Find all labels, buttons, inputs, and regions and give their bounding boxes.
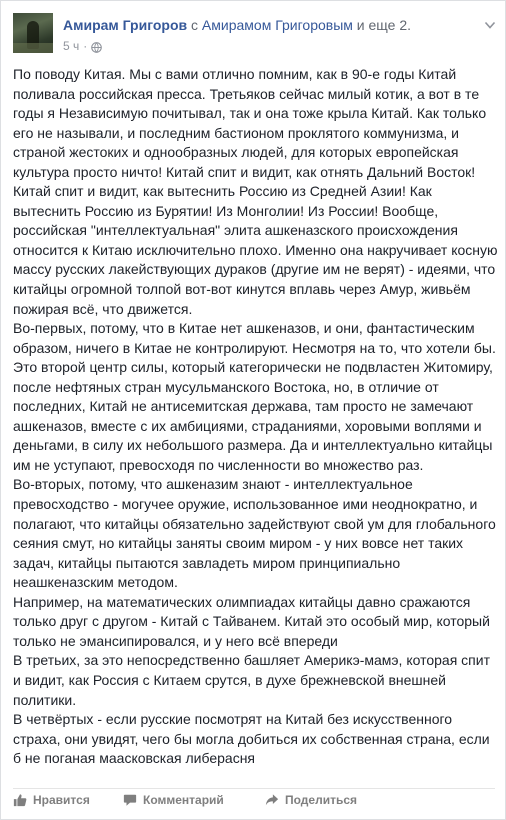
post-paragraph: Во-вторых, потому, что ашкеназим знают - интеллектуальное превосходство - могучее оружие, использованное ими неоднократно, и полагают, что китайцы обязательно задействуют свой ум для глобального сеяния смут, но китайцы заняты своим миром - у них вовсе нет таких задач, китайцы пытаются завладеть миром принципиально неашкеназским методом. bbox=[13, 476, 496, 591]
with-text: с bbox=[191, 17, 199, 33]
globe-icon[interactable] bbox=[91, 41, 102, 52]
post-timestamp[interactable]: 5 ч bbox=[63, 39, 80, 53]
post-paragraph: Например, на математических олимпиадах китайцы давно сражаются только друг с другом - Китай с Тайванем. Китай это особый мир, который только не эмансипировался, и у него всё впереди bbox=[13, 593, 490, 649]
tagged-person-link[interactable]: Амирамом Григоровым bbox=[201, 17, 353, 33]
like-button[interactable] bbox=[13, 793, 90, 807]
chevron-down-icon[interactable] bbox=[483, 18, 497, 32]
comment-button[interactable] bbox=[123, 793, 224, 807]
author-avatar[interactable] bbox=[13, 13, 53, 53]
author-name-link[interactable]: Амирам Григоров bbox=[63, 17, 188, 33]
post-meta bbox=[63, 38, 102, 54]
share-label: Поделиться bbox=[285, 793, 358, 807]
post-actions-bar bbox=[13, 788, 495, 813]
others-link[interactable]: и еще 2. bbox=[356, 17, 411, 33]
post-title-line bbox=[63, 16, 411, 34]
post-paragraph: В третьих, за это непосредственно башляет Америкэ-мамэ, которая спит и видит, как Россия с Китаем срутся, в духе брежневской внешней политики. bbox=[13, 652, 490, 708]
thumbs-up-icon bbox=[13, 793, 27, 807]
post-header bbox=[1, 1, 506, 63]
post-body bbox=[13, 65, 499, 769]
post-paragraph: Во-первых, потому, что в Китае нет ашкеназов, и они, фантастическим образом, ничего в Китае не контролируют. Несмотря на то, что хотели бы. Это второй центр силы, который категорически не подвластен Житомиру, после нефтяных стран мусульманского Востока, но, в отличие от последних, Китай не антисемитская держава, там просто не замечают ашкеназов, вместе с их амбициями, страданиями, хоровыми воплями и деньгами, в силу их небольшого размера. Да и интеллектуально китайцы им не уступают, превосходя по численности во множество раз. bbox=[13, 320, 496, 473]
like-label: Нравится bbox=[33, 793, 90, 807]
post-paragraph: По поводу Китая. Мы с вами отлично помним, как в 90-е годы Китай поливала российская пресса. Третьяков сейчас милый котик, а вот в те годы я Независимую почитывал, так и она тоже крыла Китай. Как только его не называли, и последним бастионом проклятого коммунизма, и страной жестоких и однообразных людей, для которых европейская культура просто ничто! Китай спит и видит, как отнять Дальний Восток! Китай спит и видит, как вытеснить Россию из Средней Азии! Как вытеснить Россию из Бурятии! Из Монголии! Из России! Вообще, российская "интеллектуальная" элита ашкеназского происхождения относится к Китаю исключительно плохо. Именно она накручивает косную массу русских лакействующих дураков (другие им не верят) - идеями, что китайцы огромной толпой вот-вот кинутся вплавь через Амур, живьём пожирая всё, что движется. bbox=[13, 66, 498, 317]
post-paragraph: В четвёртых - если русские посмотрят на Китай без искусственного страха, они увидят, чего бы могла добиться их собственная страна, если б не поганая маасковская либерасня bbox=[13, 711, 490, 767]
comment-label: Комментарий bbox=[143, 793, 224, 807]
comment-icon bbox=[123, 793, 137, 807]
meta-separator: · bbox=[83, 39, 88, 53]
share-icon bbox=[265, 793, 279, 807]
share-button[interactable] bbox=[265, 793, 357, 807]
